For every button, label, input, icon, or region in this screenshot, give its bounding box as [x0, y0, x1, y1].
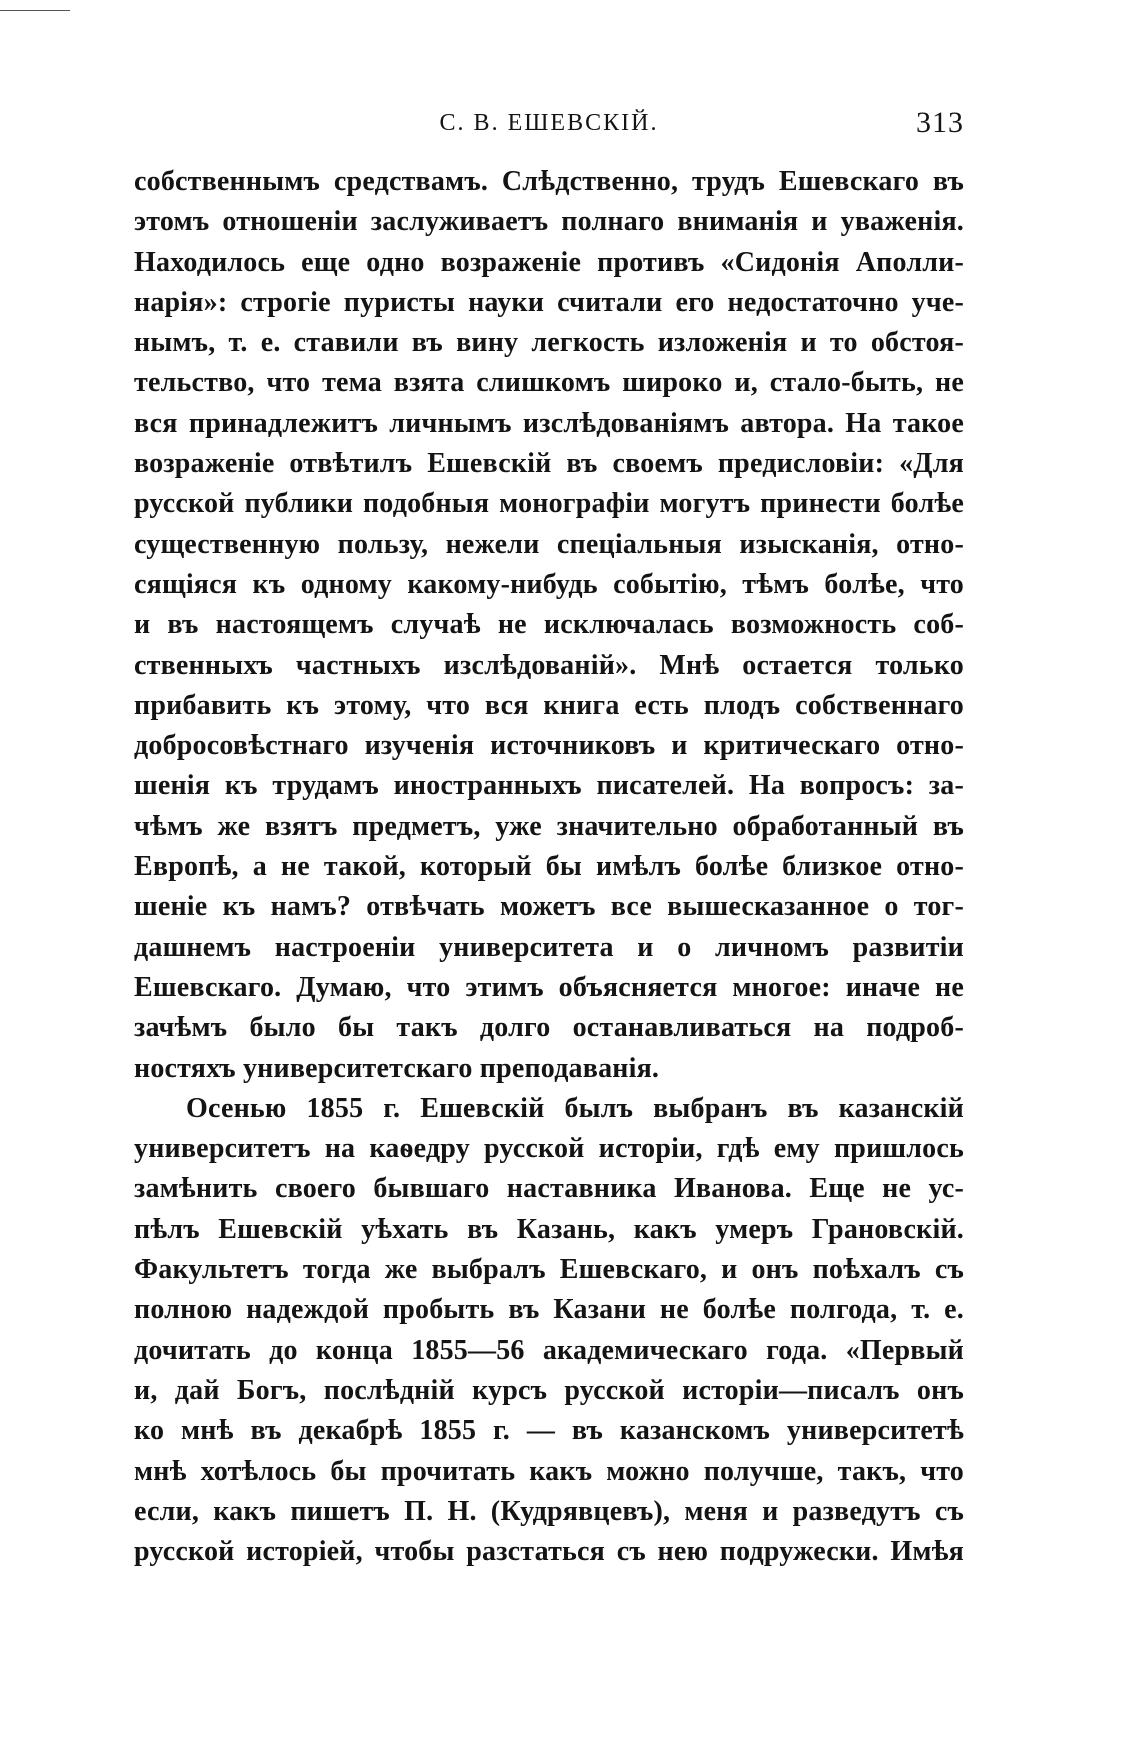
text-line: этомъ отношеніи заслуживаетъ полнаго вниманія и уваженія. — [134, 206, 964, 238]
text-line: шенія къ трудамъ иностранныхъ писателей. На вопросъ: за- — [134, 770, 964, 802]
text-line: ко мнѣ въ декабрѣ 1855 г. — въ казанскомъ университетѣ — [134, 1415, 964, 1447]
text-line: вся принадлежитъ личнымъ изслѣдованіямъ автора. На такое — [134, 407, 964, 439]
text-line: нымъ, т. е. ставили въ вину легкость изложенія и то обстоя- — [134, 327, 964, 359]
text-line: замѣнить своего бывшаго наставника Иванова. Еще не ус- — [134, 1173, 964, 1205]
text-line: полною надеждой пробыть въ Казани не болѣе полгода, т. е. — [134, 1294, 964, 1326]
text-line: Европѣ, а не такой, который бы имѣлъ болѣе близкое отно- — [134, 851, 964, 883]
text-line: ственныхъ частныхъ изслѣдованій». Мнѣ остается только — [134, 649, 964, 681]
text-line: Осенью 1855 г. Ешевскій былъ выбранъ въ казанскій — [186, 1092, 964, 1124]
text-line: существенную пользу, нежели спеціальныя изысканія, отно- — [134, 528, 964, 560]
text-line: прибавить къ этому, что вся книга есть плодъ собственнаго — [134, 689, 964, 721]
running-head: С. В. ЕШЕВСКІЙ. — [439, 110, 659, 136]
text-line: Ешевскаго. Думаю, что этимъ объясняется многое: иначе не — [134, 971, 964, 1003]
text-line: и въ настоящемъ случаѣ не исключалась возможность соб- — [134, 609, 964, 641]
page-number: 313 — [916, 106, 964, 139]
text-line: шеніе къ намъ? отвѣчать можетъ все вышесказанное о тог- — [134, 891, 964, 923]
text-line: сящіяся къ одному какому-нибудь событію, тѣмъ болѣе, что — [134, 568, 964, 600]
scan-edge-line — [0, 10, 70, 11]
text-line: собственнымъ средствамъ. Слѣдственно, трудъ Ешевскаго въ — [134, 166, 964, 197]
text-line: и, дай Богъ, послѣдній курсъ русской исторіи—писалъ онъ — [134, 1374, 964, 1406]
text-line: чѣмъ же взятъ предметъ, уже значительно обработанный въ — [134, 810, 964, 842]
page-header — [134, 106, 964, 146]
text-line: Факультетъ тогда же выбралъ Ешевскаго, и онъ поѣхалъ съ — [134, 1254, 964, 1286]
text-line: возраженіе отвѣтилъ Ешевскій въ своемъ предисловіи: «Для — [134, 448, 964, 480]
text-line: пѣлъ Ешевскій уѣхать въ Казань, какъ умеръ Грановскій. — [134, 1213, 964, 1245]
body-text — [134, 162, 964, 1572]
text-line: дашнемъ настроеніи университета и о личномъ развитіи — [134, 931, 964, 963]
text-line: русской исторіей, чтобы разстаться съ нею подружески. Имѣя — [134, 1536, 964, 1568]
text-line: нарія»: строгіе пуристы науки считали его недостаточно уче- — [134, 286, 964, 318]
text-line: Находилось еще одно возраженіе противъ «Сидонія Аполли- — [134, 246, 964, 278]
text-line: зачѣмъ было бы такъ долго останавливаться на подроб- — [134, 1012, 964, 1044]
text-line: университетъ на каѳедру русской исторіи, гдѣ ему пришлось — [134, 1133, 964, 1165]
text-line: русской публики подобныя монографіи могутъ принести болѣе — [134, 488, 964, 520]
text-line: добросовѣстнаго изученія источниковъ и критическаго отно- — [134, 730, 964, 762]
text-line: тельство, что тема взята слишкомъ широко и, стало-быть, не — [134, 367, 964, 399]
text-line: мнѣ хотѣлось бы прочитать какъ можно получше, такъ, что — [134, 1455, 964, 1487]
text-line: если, какъ пишетъ П. Н. (Кудрявцевъ), меня и разведутъ съ — [134, 1495, 964, 1527]
text-line: дочитать до конца 1855—56 академическаго года. «Первый — [134, 1334, 964, 1366]
paragraph-2 — [134, 1089, 964, 1573]
paragraph-1 — [134, 162, 964, 1089]
text-line: ностяхъ университетскаго преподаванія. — [134, 1052, 660, 1084]
